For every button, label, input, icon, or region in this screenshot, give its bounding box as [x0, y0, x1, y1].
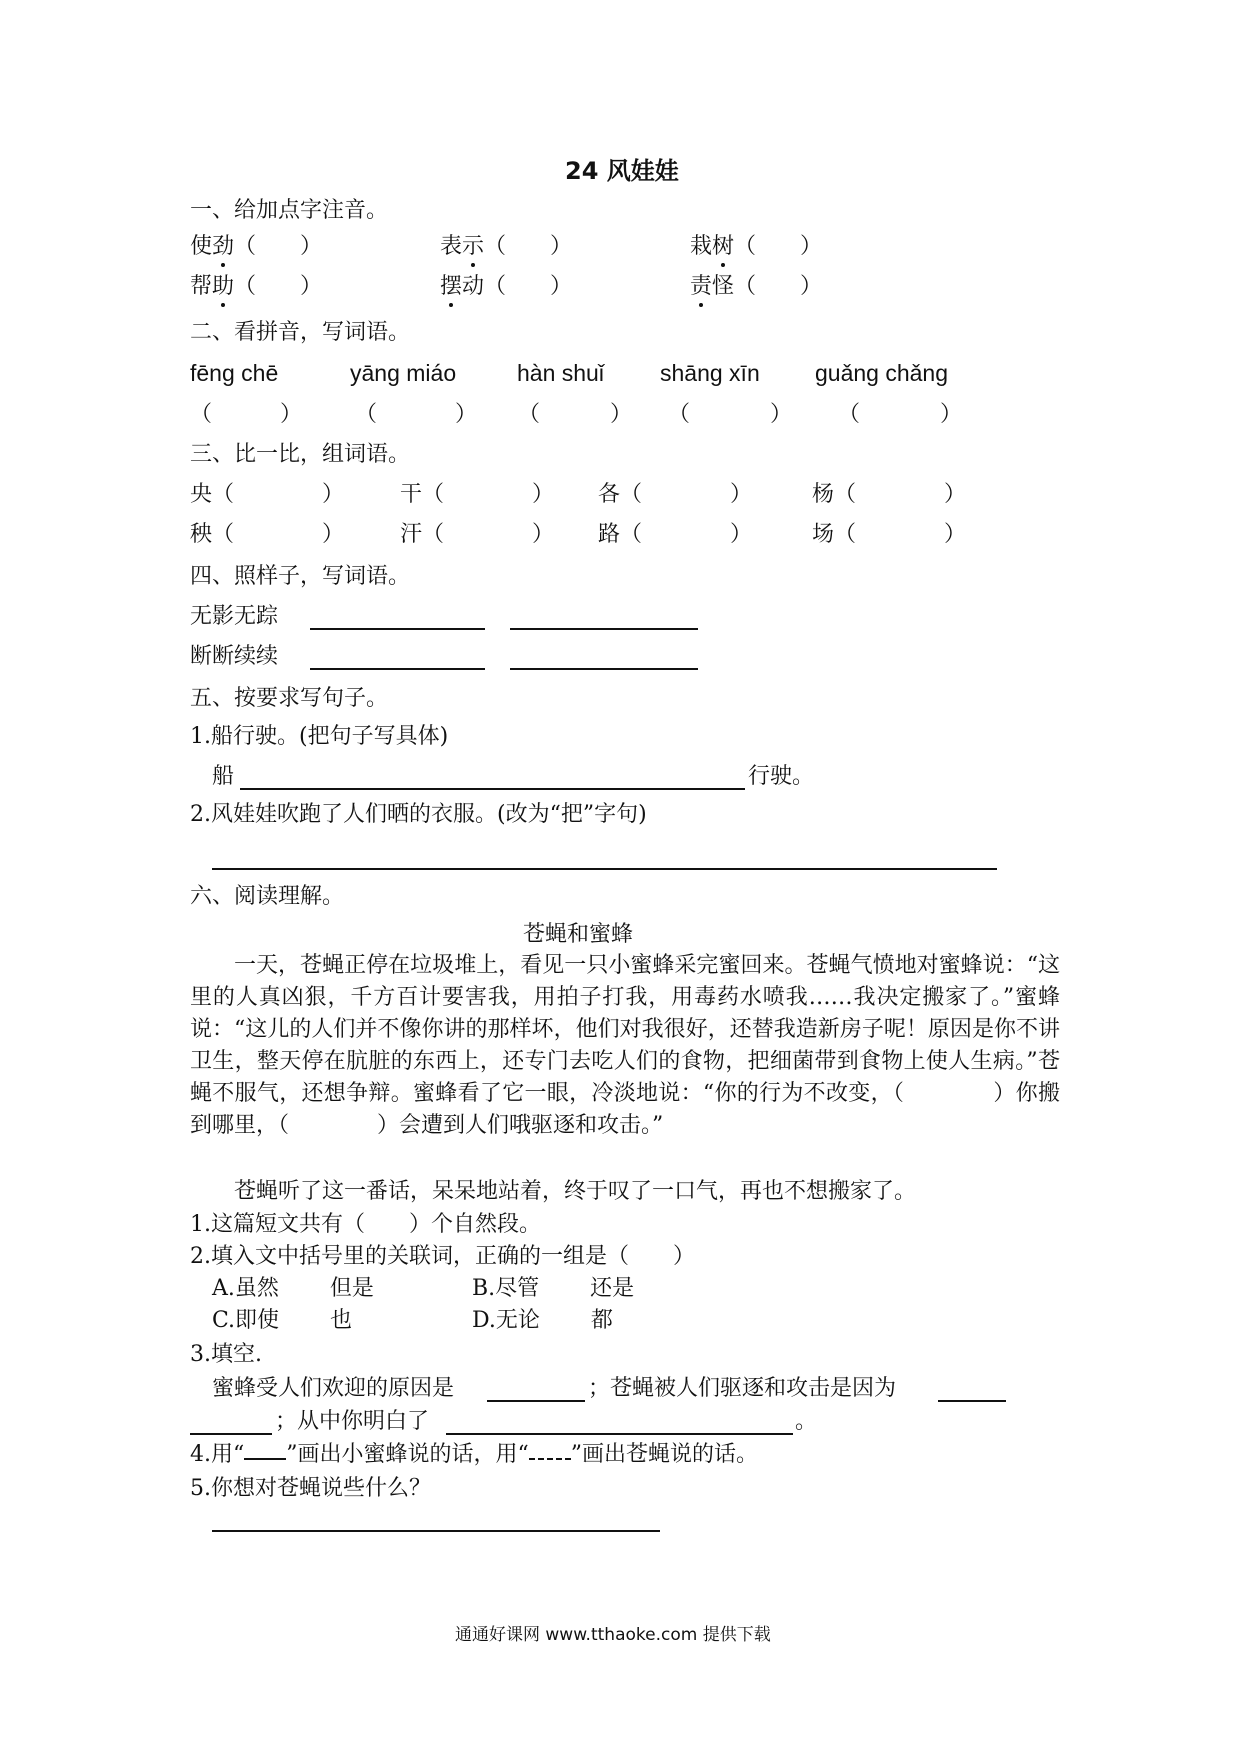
compare-item: 各（ ） — [598, 482, 753, 507]
compare-item: 路（ ） — [598, 522, 753, 547]
answer-paren-3-open: （ — [518, 402, 541, 427]
answer-paren-5-close: ） — [940, 402, 963, 427]
reading-question-3: 3.填空. — [190, 1342, 262, 1367]
sentence-question-2: 2.风娃娃吹跑了人们晒的衣服。(改为“把”字句) — [190, 802, 647, 827]
pinyin-item-6: 责怪（ ） — [690, 272, 822, 302]
answer-paren-2-close: ） — [455, 402, 478, 427]
answer-line[interactable] — [212, 868, 997, 870]
pinyin-word-3: hàn shuǐ — [517, 360, 604, 386]
dotted-char: 助 — [212, 272, 234, 302]
answer-paren-2-open: （ — [355, 402, 378, 427]
answer-paren-1-open: （ — [190, 402, 213, 427]
example-word-1: 无影无踪 — [190, 604, 279, 629]
underline-mark-wavy — [529, 1440, 571, 1460]
compare-item: 场（ ） — [812, 522, 967, 547]
compare-item: 汗（ ） — [400, 522, 555, 547]
answer-paren-5-open: （ — [838, 402, 861, 427]
pinyin-word-2: yāng miáo — [350, 360, 457, 386]
story-paragraph-1: 一天，苍蝇正停在垃圾堆上，看见一只小蜜蜂采完蜜回来。苍蝇气愤地对蜜蜂说：“这里的人真凶狠，千方百计要害我，用拍子打我，用毒药水喷我……我决定搬家了。”蜜蜂说：“这儿的人们并不像你讲的那样坏，他们对我很好，还替我造新房子呢！原因是你不讲卫生，整天停在肮脏的东西上，还专门去吃人们的食物，把细菌带到食物上使人生病。”苍蝇不服气，还想争辩。蜜蜂看了它一眼，冷淡地说：“你的行为不改变，（ ）你搬到哪里，（ ）会遭到人们哦驱逐和攻击。” — [190, 953, 1060, 1138]
compare-item: 秧（ ） — [190, 522, 345, 547]
dotted-char: 示 — [462, 232, 484, 262]
fill-text-d: 。 — [795, 1409, 818, 1434]
sentence-question-1: 1.船行驶。(把句子写具体) — [190, 724, 449, 749]
dotted-char: 摆 — [440, 272, 462, 302]
answer-line[interactable] — [938, 1400, 1006, 1402]
pinyin-item-4: 帮助（ ） — [190, 272, 322, 302]
story-title: 苍蝇和蜜蜂 — [523, 922, 634, 947]
pinyin-word-1: fēng chē — [190, 360, 279, 386]
answer-line[interactable] — [510, 668, 698, 670]
fill-text-b: ；苍蝇被人们驱逐和攻击是因为 — [588, 1376, 897, 1401]
pinyin-item-1: 使劲（ ） — [190, 232, 322, 262]
compare-item: 杨（ ） — [812, 482, 967, 507]
compare-item: 干（ ） — [400, 482, 555, 507]
dotted-char: 劲 — [212, 232, 234, 262]
compare-item: 央（ ） — [190, 482, 345, 507]
reading-question-2: 2.填入文中括号里的关联词，正确的一组是（ ） — [190, 1244, 695, 1269]
answer-line[interactable] — [310, 668, 485, 670]
section-2-heading: 二、看拼音，写词语。 — [190, 320, 411, 345]
answer-line[interactable] — [212, 1530, 660, 1532]
answer-paren-4-open: （ — [668, 402, 691, 427]
pinyin-word-4: shāng xīn — [660, 360, 760, 386]
section-1-heading: 一、给加点字注音。 — [190, 198, 389, 223]
answer-paren-4-close: ） — [770, 402, 793, 427]
underline-mark-solid — [244, 1440, 286, 1460]
page-title: 24 风娃娃 — [565, 157, 679, 185]
section-3-heading: 三、比一比，组词语。 — [190, 442, 411, 467]
answer-line[interactable] — [240, 788, 745, 790]
dotted-char: 责 — [690, 272, 712, 302]
option-a: A.虽然 但是 — [212, 1276, 374, 1301]
dotted-char: 树 — [712, 232, 734, 262]
reading-question-4: 4.用“ ”画出小蜜蜂说的话，用“ ”画出苍蝇说的话。 — [190, 1442, 758, 1467]
footer-credit: 通通好课网 www.tthaoke.com 提供下载 — [455, 1625, 771, 1645]
answer-line[interactable] — [446, 1433, 793, 1435]
answer-paren-1-close: ） — [280, 402, 303, 427]
answer-line[interactable] — [310, 628, 485, 630]
story-paragraph-2: 苍蝇听了这一番话，呆呆地站着，终于叹了一口气，再也不想搬家了。 — [234, 1179, 917, 1204]
reading-question-1: 1.这篇短文共有（ ）个自然段。 — [190, 1212, 541, 1237]
fill-text-c: ；从中你明白了 — [275, 1409, 430, 1434]
fill-text-a: 蜜蜂受人们欢迎的原因是 — [212, 1376, 455, 1401]
section-6-heading: 六、阅读理解。 — [190, 884, 345, 909]
reading-question-5: 5.你想对苍蝇说些什么？ — [190, 1476, 431, 1501]
pinyin-word-5: guǎng chǎng — [815, 360, 949, 386]
answer-line[interactable] — [190, 1433, 272, 1435]
answer-paren-3-close: ） — [610, 402, 633, 427]
option-c: C.即使 也 — [212, 1308, 353, 1333]
pinyin-item-5: 摆动（ ） — [440, 272, 572, 302]
answer-line[interactable] — [487, 1400, 585, 1402]
sentence-suffix: 行驶。 — [748, 764, 815, 789]
section-4-heading: 四、照样子，写词语。 — [190, 564, 411, 589]
example-word-2: 断断续续 — [190, 644, 279, 669]
option-b: B.尽管 还是 — [472, 1276, 635, 1301]
answer-line[interactable] — [510, 628, 698, 630]
sentence-prefix: 船 — [212, 764, 235, 789]
pinyin-item-2: 表示（ ） — [440, 232, 572, 262]
pinyin-item-3: 栽树（ ） — [690, 232, 822, 262]
section-5-heading: 五、按要求写句子。 — [190, 686, 389, 711]
option-d: D.无论 都 — [472, 1308, 613, 1333]
